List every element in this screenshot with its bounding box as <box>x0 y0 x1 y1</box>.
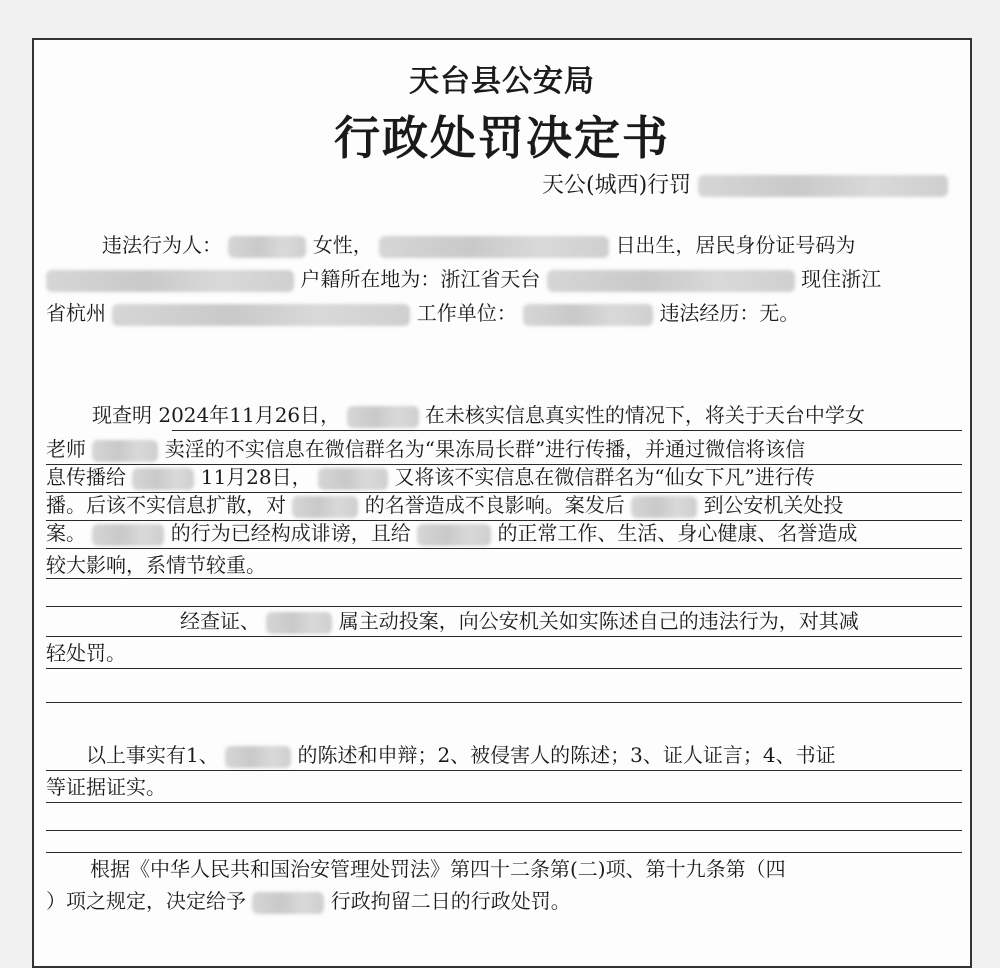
redacted-name <box>318 468 388 490</box>
ruled-line <box>46 578 962 579</box>
redacted-residence-address <box>112 304 410 326</box>
ruled-line <box>46 702 962 703</box>
redacted-name <box>292 496 358 518</box>
facts-line-6 <box>46 552 266 578</box>
facts-text: 又将该不实信息在微信群名为“仙女下凡”进行传 <box>394 465 815 489</box>
mitigation-text: 经查证、 <box>180 609 260 633</box>
facts-text: 息传播给 <box>46 465 126 489</box>
facts-intro: 现查明 <box>92 403 152 427</box>
facts-text: 的正常工作、生活、身心健康、名誉造成 <box>497 521 858 545</box>
redacted-name <box>92 440 158 462</box>
document-title: 行政处罚决定书 <box>334 111 670 165</box>
document-number-prefix: 天公(城西)行罚 <box>542 173 692 198</box>
mitigation-line-1 <box>180 608 859 634</box>
redacted-name <box>228 236 306 258</box>
evidence-text: 等证据证实。 <box>46 775 166 799</box>
redacted-name <box>266 612 332 634</box>
facts-text: 的行为已经构成诽谤，且给 <box>170 521 411 545</box>
penalty-decision-document <box>32 38 972 968</box>
facts-text: 在未核实信息真实性的情况下，将关于天台中学女 <box>424 403 865 427</box>
ruled-line <box>46 770 962 771</box>
facts-line-2 <box>46 436 805 462</box>
evidence-line-1 <box>86 742 836 768</box>
ruled-line <box>46 606 962 607</box>
redacted-document-number <box>698 175 948 197</box>
facts-date-1: 2024年11月26日， <box>158 403 341 427</box>
ruled-line <box>46 548 962 549</box>
redacted-birthdate <box>379 236 609 258</box>
redacted-name <box>252 892 324 914</box>
redacted-name <box>417 524 491 546</box>
facts-date-2: 11月28日， <box>200 465 312 489</box>
ruled-line <box>46 636 962 637</box>
ruled-line <box>46 830 962 831</box>
evidence-line-2 <box>46 774 166 800</box>
evidence-text: 以上事实有1、 <box>86 743 219 767</box>
facts-line-1 <box>92 402 865 428</box>
facts-conclusion: 较大影响，系情节较重。 <box>46 553 266 577</box>
current-residence-label: 现住浙江 <box>801 267 882 291</box>
facts-text: 案。 <box>46 521 86 545</box>
id-label: 日出生，居民身份证号码为 <box>615 233 856 257</box>
evidence-text: 的陈述和申辩；2、被侵害人的陈述；3、证人证言；4、书证 <box>297 743 836 767</box>
mitigation-line-2 <box>46 640 126 666</box>
employer-label: 工作单位： <box>416 301 517 325</box>
party-line-3 <box>46 300 799 326</box>
redacted-name <box>225 746 291 768</box>
ruled-line <box>172 430 962 431</box>
mitigation-text: 轻处罚。 <box>46 641 126 665</box>
redacted-name <box>347 406 419 428</box>
facts-text: 卖淫的不实信息在微信群名为“果冻局长群”进行传播，并通过微信将该信 <box>164 437 806 461</box>
redacted-id-number <box>46 270 294 292</box>
party-line-2 <box>46 266 881 292</box>
facts-text: 到公安机关处投 <box>703 493 844 517</box>
ruled-line <box>46 802 962 803</box>
legal-basis-text: 根据《中华人民共和国治安管理处罚法》第四十二条第(二)项、第十九条第（四 <box>90 857 786 881</box>
mitigation-text: 属主动投案，向公安机关如实陈述自己的违法行为，对其减 <box>338 609 859 633</box>
ruled-line <box>46 668 962 669</box>
document-number <box>542 168 948 199</box>
redacted-name <box>631 496 697 518</box>
violation-history-text: 违法经历：无。 <box>659 301 800 325</box>
redacted-name <box>92 524 164 546</box>
decision-line-2 <box>46 888 571 914</box>
facts-line-5 <box>46 520 857 546</box>
penalty-text: 行政拘留二日的行政处罚。 <box>330 889 571 913</box>
redacted-name <box>132 468 194 490</box>
redacted-employer <box>523 304 653 326</box>
decision-text: ）项之规定，决定给予 <box>46 889 246 913</box>
residence-province-text: 省杭州 <box>46 301 106 325</box>
household-registration-text: 户籍所在地为：浙江省天台 <box>300 267 541 291</box>
violator-label: 违法行为人： <box>102 233 222 257</box>
gender-text: 女性， <box>312 233 373 257</box>
facts-text: 播。后该不实信息扩散，对 <box>46 493 286 517</box>
issuing-agency: 天台县公安局 <box>409 64 595 99</box>
party-line-1 <box>102 232 855 258</box>
facts-text: 老师 <box>46 437 86 461</box>
facts-text: 的名誉造成不良影响。案发后 <box>364 493 625 517</box>
facts-line-3 <box>46 464 815 490</box>
decision-line-1 <box>90 856 786 882</box>
ruled-line <box>46 852 962 853</box>
redacted-registration-address <box>547 270 795 292</box>
facts-line-4 <box>46 492 843 518</box>
